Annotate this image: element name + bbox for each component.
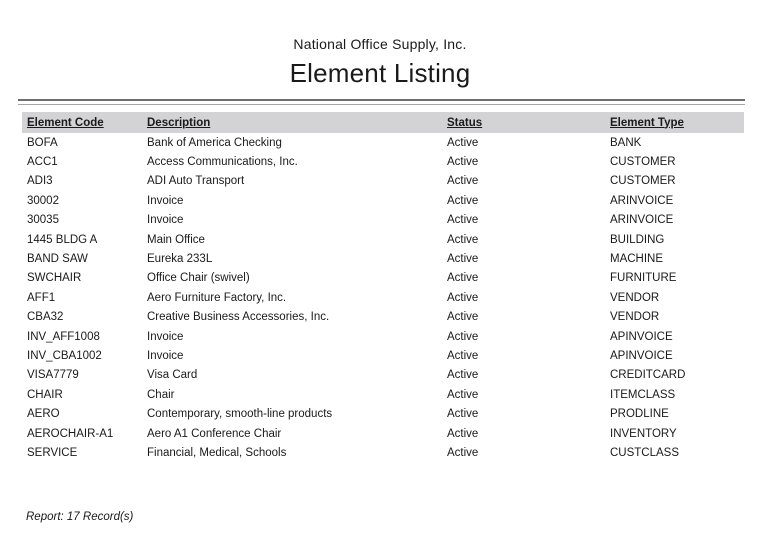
cell-description: Financial, Medical, Schools xyxy=(142,443,442,462)
cell-element-code: SWCHAIR xyxy=(22,269,142,288)
cell-element-code: VISA7779 xyxy=(22,366,142,385)
column-header-status: Status xyxy=(442,112,605,133)
cell-status: Active xyxy=(442,366,605,385)
cell-status: Active xyxy=(442,288,605,307)
table-row xyxy=(22,133,744,152)
cell-description: Invoice xyxy=(142,346,442,365)
cell-status: Active xyxy=(442,346,605,365)
column-header-element-code: Element Code xyxy=(22,112,142,133)
cell-status: Active xyxy=(442,249,605,268)
cell-element-type: BUILDING xyxy=(605,230,744,249)
table-row xyxy=(22,443,744,462)
cell-element-type: ARINVOICE xyxy=(605,211,744,230)
cell-element-code: INV_AFF1008 xyxy=(22,327,142,346)
cell-status: Active xyxy=(442,424,605,443)
table-header-row xyxy=(22,112,744,133)
cell-element-code: BAND SAW xyxy=(22,249,142,268)
cell-element-code: AEROCHAIR-A1 xyxy=(22,424,142,443)
cell-description: Main Office xyxy=(142,230,442,249)
table-body xyxy=(22,133,744,463)
cell-element-type: ARINVOICE xyxy=(605,191,744,210)
cell-description: ADI Auto Transport xyxy=(142,172,442,191)
cell-element-code: CBA32 xyxy=(22,308,142,327)
cell-status: Active xyxy=(442,404,605,423)
cell-description: Creative Business Accessories, Inc. xyxy=(142,308,442,327)
cell-element-code: INV_CBA1002 xyxy=(22,346,142,365)
cell-element-type: BANK xyxy=(605,133,744,152)
cell-status: Active xyxy=(442,308,605,327)
cell-status: Active xyxy=(442,269,605,288)
table-row xyxy=(22,211,744,230)
cell-element-code: 1445 BLDG A xyxy=(22,230,142,249)
table-row xyxy=(22,288,744,307)
cell-description: Chair xyxy=(142,385,442,404)
table-row xyxy=(22,327,744,346)
cell-element-code: 30002 xyxy=(22,191,142,210)
cell-element-type: APINVOICE xyxy=(605,346,744,365)
table-row xyxy=(22,269,744,288)
column-header-description: Description xyxy=(142,112,442,133)
table-row xyxy=(22,152,744,171)
cell-status: Active xyxy=(442,230,605,249)
cell-element-type: CUSTOMER xyxy=(605,152,744,171)
table-row xyxy=(22,230,744,249)
cell-element-code: 30035 xyxy=(22,211,142,230)
record-count: Report: 17 Record(s) xyxy=(26,511,134,523)
table-row xyxy=(22,346,744,365)
table-row xyxy=(22,424,744,443)
cell-element-type: ITEMCLASS xyxy=(605,385,744,404)
cell-element-code: ADI3 xyxy=(22,172,142,191)
cell-element-code: CHAIR xyxy=(22,385,142,404)
cell-element-type: MACHINE xyxy=(605,249,744,268)
cell-description: Office Chair (swivel) xyxy=(142,269,442,288)
cell-description: Access Communications, Inc. xyxy=(142,152,442,171)
table-row xyxy=(22,366,744,385)
cell-status: Active xyxy=(442,211,605,230)
cell-description: Aero Furniture Factory, Inc. xyxy=(142,288,442,307)
column-header-element-type: Element Type xyxy=(605,112,744,133)
cell-description: Bank of America Checking xyxy=(142,133,442,152)
cell-status: Active xyxy=(442,133,605,152)
cell-element-code: SERVICE xyxy=(22,443,142,462)
cell-status: Active xyxy=(442,172,605,191)
element-listing-table xyxy=(22,112,744,463)
header-divider xyxy=(18,99,745,105)
cell-description: Invoice xyxy=(142,327,442,346)
cell-element-code: AERO xyxy=(22,404,142,423)
cell-element-type: CUSTOMER xyxy=(605,172,744,191)
cell-description: Eureka 233L xyxy=(142,249,442,268)
cell-status: Active xyxy=(442,327,605,346)
cell-description: Visa Card xyxy=(142,366,442,385)
cell-element-type: VENDOR xyxy=(605,288,744,307)
cell-description: Invoice xyxy=(142,191,442,210)
table-row xyxy=(22,191,744,210)
cell-element-code: ACC1 xyxy=(22,152,142,171)
cell-status: Active xyxy=(442,152,605,171)
cell-element-type: CUSTCLASS xyxy=(605,443,744,462)
company-name: National Office Supply, Inc. xyxy=(293,36,467,52)
cell-element-type: VENDOR xyxy=(605,308,744,327)
page-title: Element Listing xyxy=(289,58,471,88)
cell-status: Active xyxy=(442,191,605,210)
cell-element-type: CREDITCARD xyxy=(605,366,744,385)
table-row xyxy=(22,308,744,327)
table-row xyxy=(22,385,744,404)
cell-description: Contemporary, smooth-line products xyxy=(142,404,442,423)
cell-element-type: INVENTORY xyxy=(605,424,744,443)
cell-element-type: FURNITURE xyxy=(605,269,744,288)
table-row xyxy=(22,172,744,191)
table-row xyxy=(22,249,744,268)
cell-element-code: BOFA xyxy=(22,133,142,152)
table-row xyxy=(22,404,744,423)
cell-element-type: PRODLINE xyxy=(605,404,744,423)
cell-element-type: APINVOICE xyxy=(605,327,744,346)
cell-description: Invoice xyxy=(142,211,442,230)
cell-status: Active xyxy=(442,443,605,462)
cell-description: Aero A1 Conference Chair xyxy=(142,424,442,443)
cell-status: Active xyxy=(442,385,605,404)
cell-element-code: AFF1 xyxy=(22,288,142,307)
